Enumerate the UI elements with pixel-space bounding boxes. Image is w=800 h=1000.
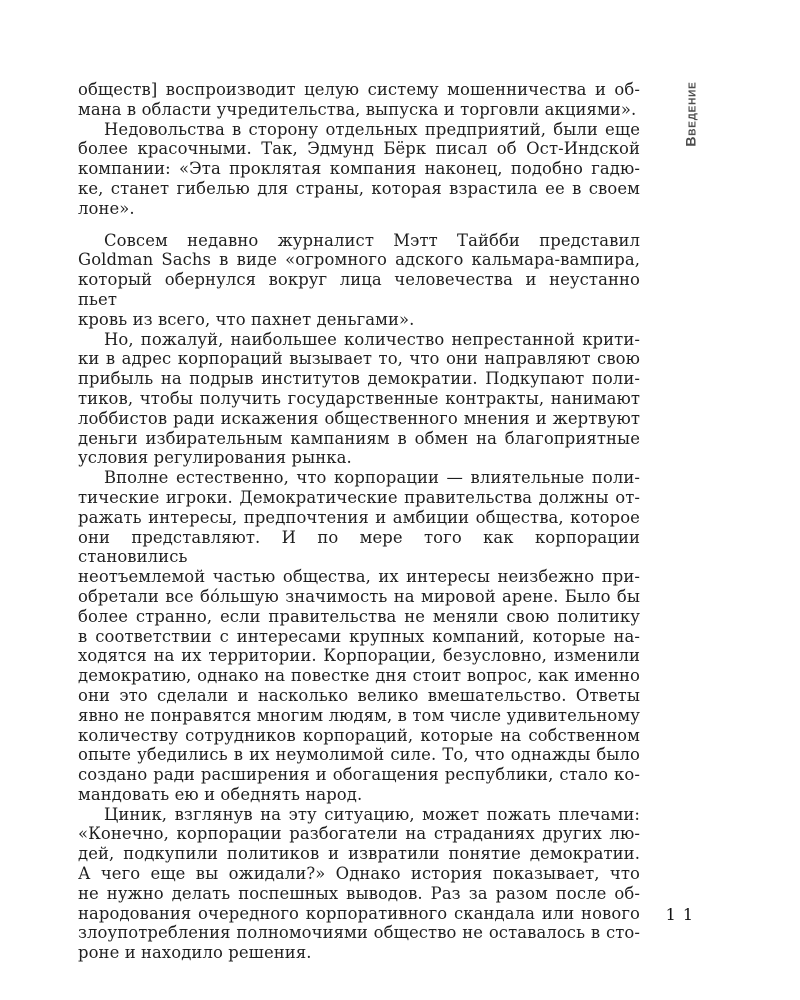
text-line: количеству сотрудников корпораций, которые на собственном: [78, 725, 640, 745]
text-line: народования очередного корпоративного скандала или нового: [78, 903, 640, 923]
text-line: опыте убедились в их неумолимой силе. То, что однажды было: [78, 745, 640, 765]
text-line: Вполне естественно, что корпорации — влиятельные поли-: [104, 468, 640, 488]
text-line: тические игроки. Демократические правительства должны от-: [78, 487, 640, 507]
text-line: тиков, чтобы получить государственные контракты, нанимают: [78, 388, 640, 408]
text-line: мандовать ею и обеднять народ.: [78, 784, 363, 804]
text-line: прибыль на подрыв институтов демократии. Подкупают поли-: [78, 369, 640, 389]
text-line: демократию, однако на повестке дня стоит вопрос, как именно: [78, 666, 640, 686]
text-line: ки в адрес корпораций вызывает то, что они направляют свою: [78, 349, 640, 369]
text-line: роне и находило решения.: [78, 943, 312, 963]
text-line: они это сделали и насколько велико вмешательство. Ответы: [78, 685, 640, 705]
text-line: создано ради расширения и обогащения республики, стало ко-: [78, 765, 640, 785]
margin-header-label: Введение: [683, 81, 699, 147]
text-line: обретали все бо́льшую значимость на мировой арене. Было бы: [78, 586, 640, 606]
text-line: явно не понравятся многим людям, в том числе удивительному: [78, 705, 640, 725]
text-line: обществ] воспроизводит целую систему мошенничества и об-: [78, 80, 640, 99]
paragraph: [78, 468, 640, 805]
text-line: мана в области учредительства, выпуска и торговли акциями».: [78, 99, 637, 119]
text-line: ке, станет гибелью для страны, которая взрастила ее в своем: [78, 178, 640, 198]
text-line: «Конечно, корпорации разбогатели на страданиях других лю-: [78, 824, 640, 844]
text-line: дей, подкупили политиков и извратили понятие демократии.: [78, 844, 640, 864]
text-line: Недовольства в сторону отдельных предприятий, были еще: [104, 119, 640, 139]
text-line: Совсем недавно журналист Мэтт Тайбби представил: [104, 230, 640, 250]
paragraph: [78, 231, 640, 330]
text-line: А чего еще вы ожидали?» Однако история показывает, что: [78, 864, 640, 884]
text-line: Циник, взглянув на эту ситуацию, может пожать плечами:: [104, 804, 640, 824]
text-line: они представляют. И по мере того как корпорации становились: [78, 527, 640, 567]
text-line: не нужно делать поспешных выводов. Раз за разом после об-: [78, 883, 640, 903]
text-line: деньги избирательным кампаниям в обмен на благоприятные: [78, 428, 640, 448]
text-line: более красочными. Так, Эдмунд Бёрк писал об Ост-Индской: [78, 139, 640, 159]
text-line: лоне».: [78, 198, 135, 218]
paragraph: [78, 80, 640, 120]
text-column: [78, 80, 640, 963]
text-line: в соответствии с интересами крупных компаний, которые на-: [78, 626, 640, 646]
paragraph: [78, 120, 640, 219]
text-line: лоббистов ради искажения общественного мнения и жертвуют: [78, 408, 640, 428]
text-line: злоупотребления полномочиями общество не оставалось в сто-: [78, 923, 640, 943]
text-line: более странно, если правительства не меняли свою политику: [78, 606, 640, 626]
margin-header: [658, 80, 724, 148]
text-line: компании: «Эта проклятая компания наконец, подобно гадю-: [78, 159, 640, 179]
text-line: Но, пожалуй, наибольшее количество непрестанной крити-: [104, 329, 640, 349]
paragraph: [78, 805, 640, 963]
text-line: условия регулирования рынка.: [78, 448, 352, 468]
text-line: кровь из всего, что пахнет деньгами».: [78, 309, 415, 329]
paragraph: [78, 330, 640, 469]
text-line: неотъемлемой частью общества, их интересы неизбежно при-: [78, 567, 640, 587]
text-line: ходятся на их территории. Корпорации, безусловно, изменили: [78, 646, 640, 666]
page-number: 11: [665, 905, 700, 924]
text-line: ражать интересы, предпочтения и амбиции общества, которое: [78, 507, 640, 527]
text-line: Goldman Sachs в виде «огромного адского кальмара-вампира,: [78, 250, 640, 270]
text-line: который обернулся вокруг лица человечества и неустанно пьет: [78, 270, 640, 309]
